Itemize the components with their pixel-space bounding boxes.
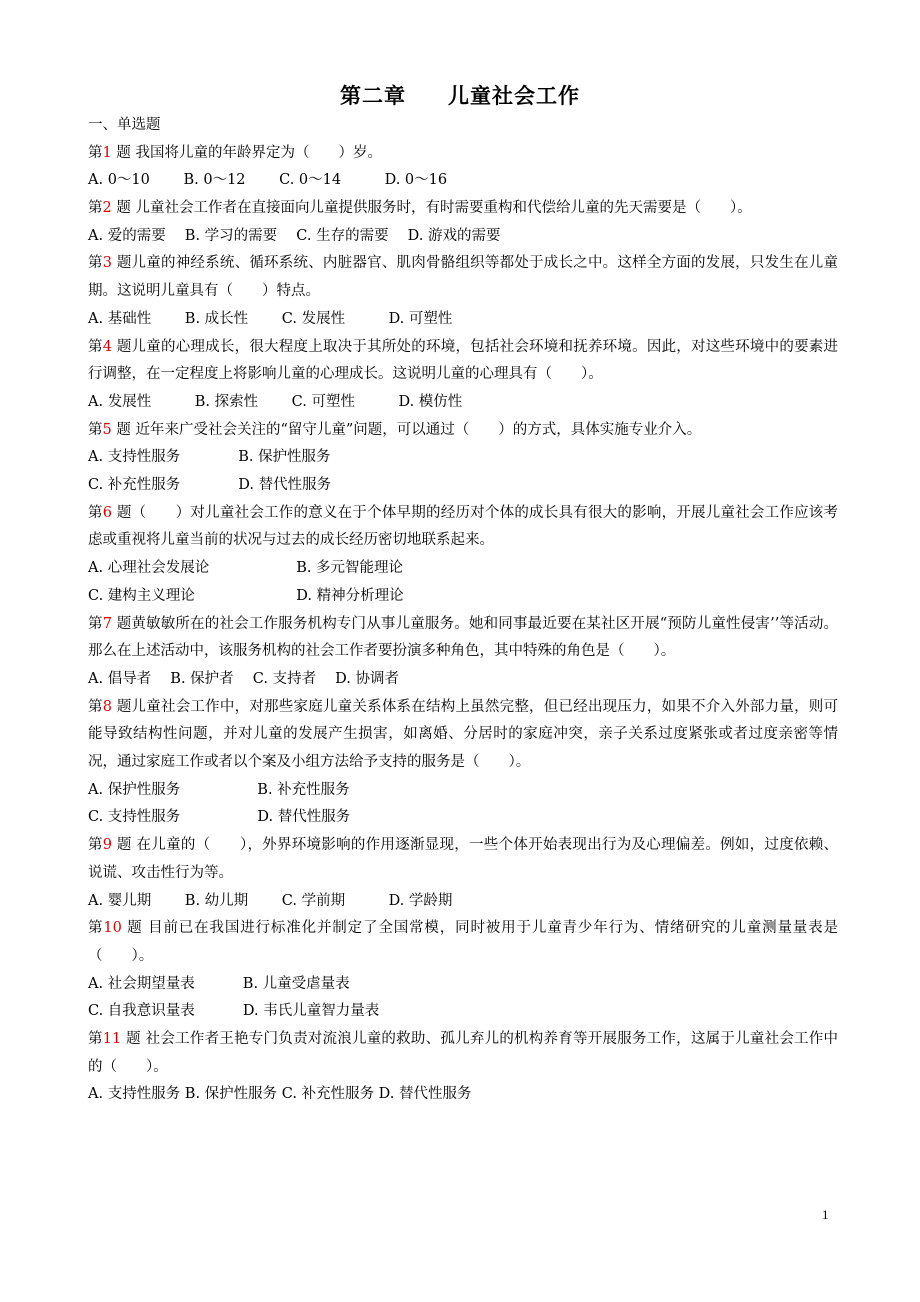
chapter-number: 第二章 <box>340 84 406 108</box>
question-text: 题儿童社会工作中，对那些家庭儿童关系体系在结构上虽然完整，但已经出现压力，如果不介入外部力量，则可能导致结构性问题，并对儿童的发展产生损害，如离婚、分居时的家庭冲突，亲子关系过度紧张或者过度亲密等情况，通过家庭工作或者以个案及小组方法给予支持的服务是（ ）。 <box>88 698 839 771</box>
question-stem <box>88 140 838 168</box>
answer-options: A. 倡导者 B. 保护者 C. 支持者 D. 协调者 <box>88 670 400 687</box>
question-number: 2 <box>102 200 112 217</box>
question-number: 6 <box>102 504 112 521</box>
question-item <box>88 250 838 333</box>
question-item <box>88 611 838 694</box>
answer-options: A. 发展性 B. 探索性 C. 可塑性 D. 模仿性 <box>88 393 463 410</box>
section-heading: 一、单选题 <box>88 117 161 133</box>
answer-options: A. 爱的需要 B. 学习的需要 C. 生存的需要 D. 游戏的需要 <box>88 227 501 244</box>
question-number: 9 <box>102 837 113 854</box>
question-stem <box>88 417 838 445</box>
question-prefix: 第 <box>88 920 104 937</box>
answer-options: C. 自我意识量表 D. 韦氏儿童智力量表 <box>88 1003 380 1020</box>
question-stem <box>88 195 838 223</box>
question-stem <box>88 694 838 777</box>
question-text: 题儿童的神经系统、循环系统、内脏器官、肌肉骨骼组织等都处于成长之中。这样全方面的发展，只发生在儿童期。这说明儿童具有（ ）特点。 <box>88 255 839 300</box>
question-stem <box>88 611 838 666</box>
question-number: 11 <box>102 1030 122 1047</box>
answer-options: A. 支持性服务 B. 保护性服务 C. 补充性服务 D. 替代性服务 <box>88 1086 472 1103</box>
question-text: 题（ ）对儿童社会工作的意义在于个体早期的经历对个体的成长具有很大的影响，开展儿童社会工作应该考虑或重视将儿童当前的状况与过去的成长经历密切地联系起来。 <box>88 504 839 549</box>
answer-options: A. 社会期望量表 B. 儿童受虐量表 <box>88 975 350 992</box>
question-number: 4 <box>102 338 112 355</box>
question-stem <box>88 915 838 970</box>
answer-options: A. 基础性 B. 成长性 C. 发展性 D. 可塑性 <box>88 310 453 327</box>
answer-options: A. 保护性服务 B. 补充性服务 <box>88 781 350 798</box>
question-list <box>88 112 838 1109</box>
answer-options: A. 婴儿期 B. 幼儿期 C. 学前期 D. 学龄期 <box>88 892 453 909</box>
question-prefix: 第 <box>88 338 103 355</box>
answer-options: C. 建构主义理论 D. 精神分析理论 <box>88 587 404 604</box>
question-text: 题 我国将儿童的年龄界定为（ ）岁。 <box>116 144 382 161</box>
question-prefix: 第 <box>88 1030 103 1047</box>
question-text: 题儿童的心理成长，很大程度上取决于其所处的环境，包括社会环境和抚养环境。因此，对这些环境中的要素进行调整，在一定程度上将影响儿童的心理成长。这说明儿童的心理具有（ ）。 <box>88 338 839 383</box>
question-item <box>88 915 838 1026</box>
question-prefix: 第 <box>88 144 103 161</box>
question-text: 题 儿童社会工作者在直接面向儿童提供服务时，有时需要重构和代偿给儿童的先天需要是（ ）。 <box>116 200 752 217</box>
question-stem <box>88 832 838 887</box>
question-stem <box>88 1026 838 1081</box>
question-prefix: 第 <box>88 200 103 217</box>
question-item <box>88 832 838 915</box>
question-stem <box>88 334 838 389</box>
question-number: 5 <box>102 421 112 438</box>
question-stem <box>88 250 838 305</box>
question-number: 3 <box>102 255 112 272</box>
question-text: 题 目前已在我国进行标准化并制定了全国常模，同时被用于儿童青少年行为、情绪研究的儿童测量量表是（ ）。 <box>88 920 839 964</box>
page-number: 1 <box>822 1207 829 1222</box>
question-item <box>88 195 838 250</box>
answer-options: A. 0～10 B. 0～12 C. 0～14 D. 0～16 <box>88 172 448 189</box>
question-text: 题 近年来广受社会关注的“留守儿童”问题，可以通过（ ）的方式，具体实施专业介入。 <box>116 421 702 438</box>
question-item <box>88 500 838 611</box>
question-item <box>88 334 838 417</box>
question-prefix: 第 <box>88 615 103 632</box>
question-number: 1 <box>102 144 112 161</box>
question-item <box>88 694 838 832</box>
answer-options: C. 补充性服务 D. 替代性服务 <box>88 477 332 494</box>
question-prefix: 第 <box>88 504 103 521</box>
chapter-title: 儿童社会工作 <box>448 84 580 108</box>
question-item <box>88 1026 838 1109</box>
question-number: 10 <box>103 920 122 937</box>
question-number: 7 <box>102 615 112 632</box>
page-title <box>0 80 920 110</box>
question-text: 题 社会工作者王艳专门负责对流浪儿童的救助、孤儿弃儿的机构养育等开展服务工作，这属于儿童社会工作中的（ ）。 <box>88 1030 839 1075</box>
question-prefix: 第 <box>88 255 103 272</box>
question-text: 题 在儿童的（ ），外界环境影响的作用逐渐显现，一些个体开始表现出行为及心理偏差。例如，过度依赖、说谎、攻击性行为等。 <box>88 837 839 881</box>
question-prefix: 第 <box>88 837 103 854</box>
answer-options: A. 心理社会发展论 B. 多元智能理论 <box>88 560 404 577</box>
question-prefix: 第 <box>88 421 103 438</box>
question-text: 题黄敏敏所在的社会工作服务机构专门从事儿童服务。她和同事最近要在某社区开展“预防儿童性侵害’’等活动。那么在上述活动中，该服务机构的社会工作者要扮演多种角色，其中特殊的角色是（ ）。 <box>88 615 839 660</box>
answer-options: C. 支持性服务 D. 替代性服务 <box>88 809 351 826</box>
answer-options: A. 支持性服务 B. 保护性服务 <box>88 449 331 466</box>
question-stem <box>88 500 838 555</box>
question-prefix: 第 <box>88 698 103 715</box>
question-number: 8 <box>102 698 112 715</box>
question-item <box>88 140 838 195</box>
question-item <box>88 417 838 500</box>
